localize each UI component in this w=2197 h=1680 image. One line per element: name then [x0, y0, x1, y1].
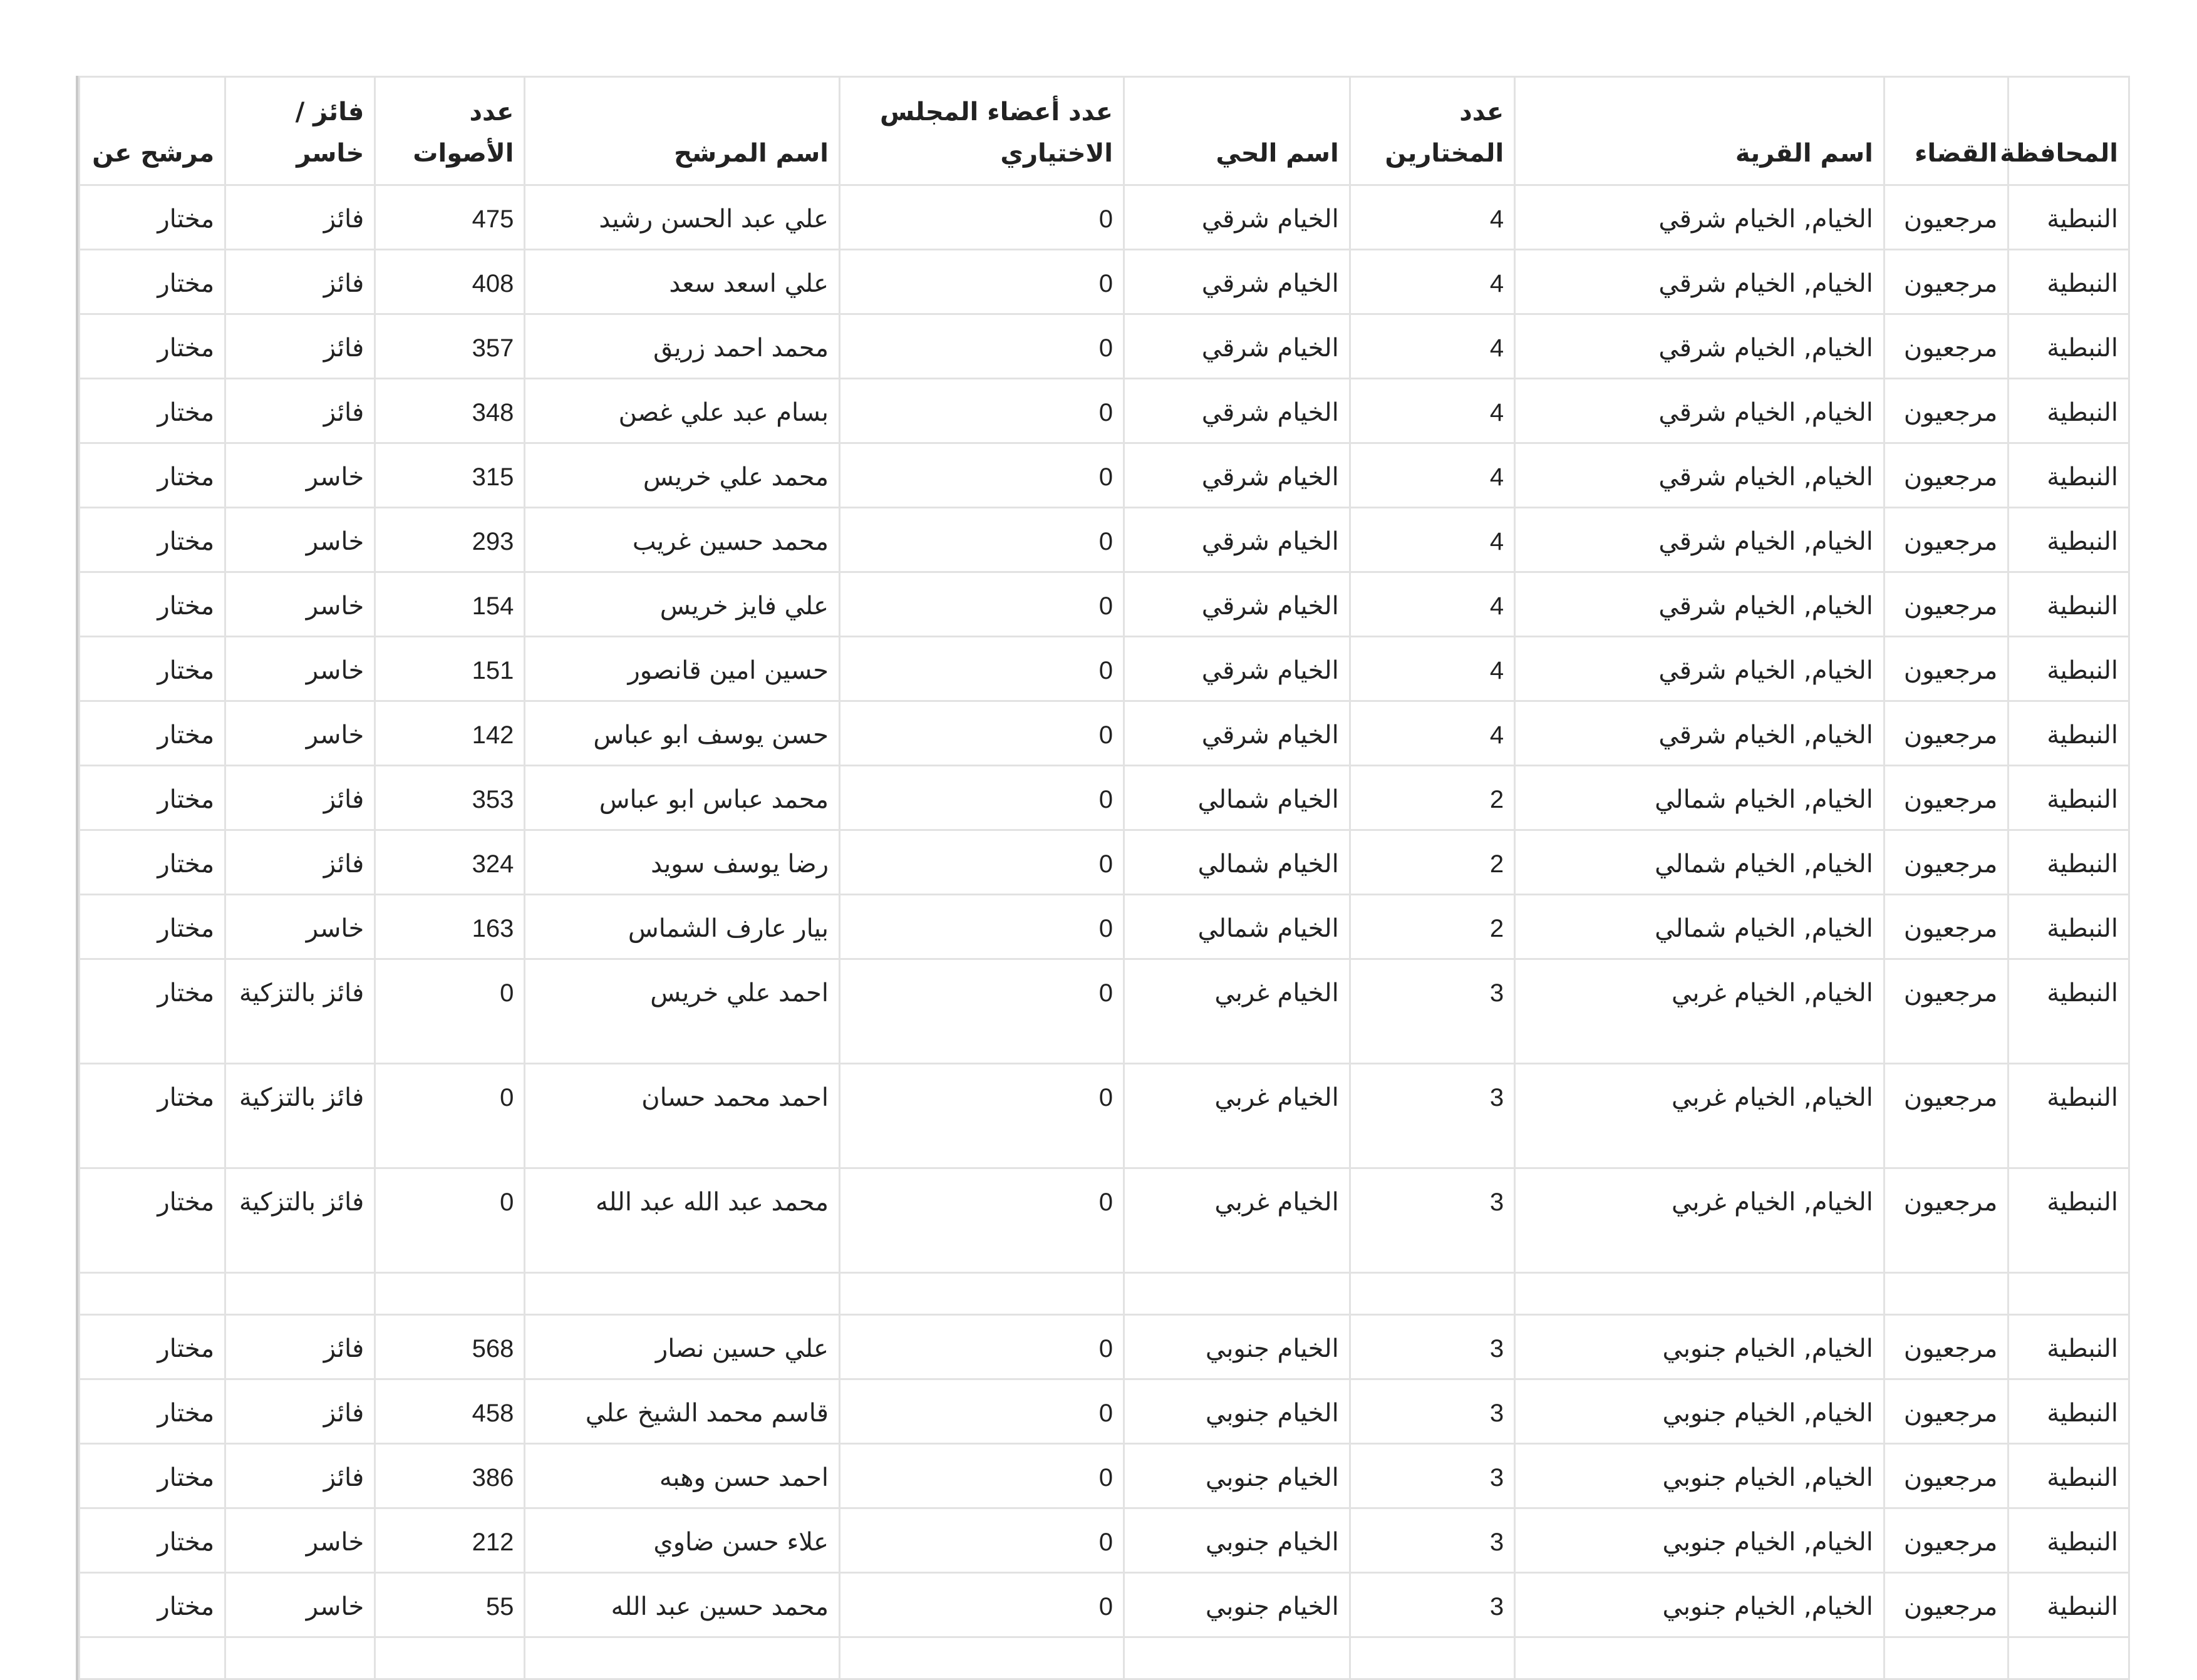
cell-candidate-for: مختار: [80, 1168, 225, 1273]
cell-result: فائز: [225, 379, 375, 443]
cell-candidate-name: احمد علي خريس: [525, 959, 840, 1064]
cell-votes: 348: [375, 379, 525, 443]
cell-result: خاسر: [225, 701, 375, 766]
cell-neighborhood: الخيام شمالي: [1124, 766, 1350, 830]
cell-result: فائز: [225, 1315, 375, 1379]
cell-district: مرجعيون: [1884, 1064, 2008, 1168]
cell-result: خاسر: [225, 443, 375, 508]
cell-neighborhood: الخيام شرقي: [1124, 508, 1350, 572]
cell-mukhtars-count: 3: [1350, 1379, 1514, 1444]
spacer-cell: [225, 1273, 375, 1315]
cell-village: الخيام, الخيام غربي: [1515, 1168, 1884, 1273]
header-candidate-for: مرشح عن: [80, 77, 225, 185]
cell-result: خاسر: [225, 1573, 375, 1637]
cell-village: الخيام, الخيام شمالي: [1515, 895, 1884, 959]
cell-council-members: 0: [840, 701, 1124, 766]
cell-council-members: 0: [840, 637, 1124, 701]
cell-mukhtars-count: 4: [1350, 185, 1514, 250]
header-mukhtars-count: عدد المختارين: [1350, 77, 1514, 185]
cell-mukhtars-count: 3: [1350, 1064, 1514, 1168]
spacer-cell: [1124, 1273, 1350, 1315]
table-row: [80, 959, 2129, 1064]
cell-votes: 151: [375, 637, 525, 701]
table-header-row: [80, 77, 2129, 185]
table-row: [80, 508, 2129, 572]
cell-village: الخيام, الخيام جنوبي: [1515, 1315, 1884, 1379]
cell-council-members: 0: [840, 443, 1124, 508]
table-row: [80, 314, 2129, 379]
header-district: القضاء: [1884, 77, 2008, 185]
cell-neighborhood: الخيام جنوبي: [1124, 1444, 1350, 1508]
cell-neighborhood: الخيام جنوبي: [1124, 1508, 1350, 1573]
cell-governorate: النبطية: [2008, 959, 2129, 1064]
cell-candidate-name: حسن يوسف ابو عباس: [525, 701, 840, 766]
spacer-cell: [840, 1273, 1124, 1315]
tail-cell: [80, 1637, 225, 1679]
cell-votes: 154: [375, 572, 525, 637]
cell-neighborhood: الخيام شرقي: [1124, 250, 1350, 314]
cell-candidate-name: قاسم محمد الشيخ علي: [525, 1379, 840, 1444]
cell-votes: 0: [375, 959, 525, 1064]
cell-council-members: 0: [840, 1168, 1124, 1273]
cell-votes: 55: [375, 1573, 525, 1637]
cell-district: مرجعيون: [1884, 443, 2008, 508]
cell-village: الخيام, الخيام غربي: [1515, 959, 1884, 1064]
cell-candidate-for: مختار: [80, 250, 225, 314]
cell-candidate-name: احمد حسن وهبه: [525, 1444, 840, 1508]
cell-candidate-for: مختار: [80, 830, 225, 895]
cell-neighborhood: الخيام شرقي: [1124, 572, 1350, 637]
cell-council-members: 0: [840, 572, 1124, 637]
cell-district: مرجعيون: [1884, 701, 2008, 766]
cell-mukhtars-count: 3: [1350, 1573, 1514, 1637]
cell-candidate-name: علي حسين نصار: [525, 1315, 840, 1379]
cell-candidate-name: محمد علي خريس: [525, 443, 840, 508]
cell-candidate-for: مختار: [80, 1379, 225, 1444]
cell-village: الخيام, الخيام شرقي: [1515, 443, 1884, 508]
cell-neighborhood: الخيام شرقي: [1124, 379, 1350, 443]
cell-governorate: النبطية: [2008, 1444, 2129, 1508]
cell-candidate-name: بسام عبد علي غصن: [525, 379, 840, 443]
table-row: [80, 895, 2129, 959]
cell-village: الخيام, الخيام جنوبي: [1515, 1508, 1884, 1573]
cell-candidate-for: مختار: [80, 959, 225, 1064]
cell-candidate-name: علي فايز خريس: [525, 572, 840, 637]
cell-result: فائز: [225, 830, 375, 895]
cell-council-members: 0: [840, 830, 1124, 895]
cell-council-members: 0: [840, 1064, 1124, 1168]
cell-candidate-for: مختار: [80, 1444, 225, 1508]
table-body: [80, 185, 2129, 1679]
cell-votes: 386: [375, 1444, 525, 1508]
cell-candidate-name: حسين امين قانصور: [525, 637, 840, 701]
spacer-cell: [375, 1273, 525, 1315]
cell-governorate: النبطية: [2008, 443, 2129, 508]
table-row: [80, 1379, 2129, 1444]
cell-governorate: النبطية: [2008, 1168, 2129, 1273]
cell-neighborhood: الخيام شرقي: [1124, 701, 1350, 766]
table-row: [80, 1444, 2129, 1508]
spacer-cell: [1350, 1273, 1514, 1315]
cell-mukhtars-count: 4: [1350, 572, 1514, 637]
cell-candidate-for: مختار: [80, 1573, 225, 1637]
table-row: [80, 830, 2129, 895]
header-neighborhood: اسم الحي: [1124, 77, 1350, 185]
cell-mukhtars-count: 4: [1350, 637, 1514, 701]
cell-village: الخيام, الخيام غربي: [1515, 1064, 1884, 1168]
tail-cell: [525, 1637, 840, 1679]
cell-council-members: 0: [840, 1573, 1124, 1637]
cell-mukhtars-count: 4: [1350, 379, 1514, 443]
table-row: [80, 1064, 2129, 1168]
cell-council-members: 0: [840, 766, 1124, 830]
cell-votes: 458: [375, 1379, 525, 1444]
cell-votes: 568: [375, 1315, 525, 1379]
cell-council-members: 0: [840, 895, 1124, 959]
cell-district: مرجعيون: [1884, 314, 2008, 379]
cell-governorate: النبطية: [2008, 701, 2129, 766]
cell-neighborhood: الخيام غربي: [1124, 959, 1350, 1064]
cell-council-members: 0: [840, 959, 1124, 1064]
cell-mukhtars-count: 4: [1350, 508, 1514, 572]
cell-candidate-for: مختار: [80, 766, 225, 830]
cell-votes: 142: [375, 701, 525, 766]
cell-candidate-name: علاء حسن ضاوي: [525, 1508, 840, 1573]
cell-district: مرجعيون: [1884, 1508, 2008, 1573]
cell-governorate: النبطية: [2008, 766, 2129, 830]
cell-candidate-for: مختار: [80, 1508, 225, 1573]
cell-village: الخيام, الخيام شرقي: [1515, 379, 1884, 443]
cell-council-members: 0: [840, 314, 1124, 379]
cell-council-members: 0: [840, 185, 1124, 250]
table-row: [80, 1508, 2129, 1573]
cell-governorate: النبطية: [2008, 1064, 2129, 1168]
header-council-members: عدد أعضاء المجلس الاختياري: [840, 77, 1124, 185]
cell-result: خاسر: [225, 895, 375, 959]
table-row: [80, 637, 2129, 701]
cell-votes: 212: [375, 1508, 525, 1573]
cell-council-members: 0: [840, 379, 1124, 443]
cell-result: خاسر: [225, 1508, 375, 1573]
cell-candidate-name: محمد حسين غريب: [525, 508, 840, 572]
tail-cell: [2008, 1637, 2129, 1679]
cell-mukhtars-count: 2: [1350, 895, 1514, 959]
cell-mukhtars-count: 4: [1350, 250, 1514, 314]
cell-governorate: النبطية: [2008, 1315, 2129, 1379]
cell-district: مرجعيون: [1884, 1444, 2008, 1508]
cell-candidate-name: رضا يوسف سويد: [525, 830, 840, 895]
cell-result: فائز: [225, 1444, 375, 1508]
table-row: [80, 701, 2129, 766]
cell-neighborhood: الخيام جنوبي: [1124, 1315, 1350, 1379]
cell-district: مرجعيون: [1884, 1168, 2008, 1273]
cell-village: الخيام, الخيام جنوبي: [1515, 1573, 1884, 1637]
header-governorate: المحافظة: [2008, 77, 2129, 185]
cell-votes: 408: [375, 250, 525, 314]
table-row: [80, 1315, 2129, 1379]
cell-result: فائز: [225, 1379, 375, 1444]
cell-neighborhood: الخيام شمالي: [1124, 895, 1350, 959]
cell-district: مرجعيون: [1884, 379, 2008, 443]
cell-neighborhood: الخيام شرقي: [1124, 185, 1350, 250]
table-row: [80, 1168, 2129, 1273]
spacer-cell: [2008, 1273, 2129, 1315]
cell-village: الخيام, الخيام شرقي: [1515, 185, 1884, 250]
cell-mukhtars-count: 4: [1350, 701, 1514, 766]
cell-mukhtars-count: 3: [1350, 1444, 1514, 1508]
cell-council-members: 0: [840, 1379, 1124, 1444]
cell-district: مرجعيون: [1884, 895, 2008, 959]
cell-governorate: النبطية: [2008, 572, 2129, 637]
cell-votes: 315: [375, 443, 525, 508]
cell-governorate: النبطية: [2008, 1573, 2129, 1637]
cell-candidate-for: مختار: [80, 895, 225, 959]
tail-cell: [375, 1637, 525, 1679]
cell-result: خاسر: [225, 508, 375, 572]
cell-council-members: 0: [840, 1315, 1124, 1379]
cell-village: الخيام, الخيام شرقي: [1515, 250, 1884, 314]
cell-candidate-for: مختار: [80, 572, 225, 637]
table-tail-row: [80, 1637, 2129, 1679]
cell-council-members: 0: [840, 1444, 1124, 1508]
spacer-cell: [525, 1273, 840, 1315]
cell-candidate-name: علي عبد الحسن رشيد: [525, 185, 840, 250]
cell-mukhtars-count: 3: [1350, 1168, 1514, 1273]
cell-council-members: 0: [840, 250, 1124, 314]
cell-neighborhood: الخيام غربي: [1124, 1168, 1350, 1273]
cell-council-members: 0: [840, 508, 1124, 572]
cell-candidate-name: محمد عباس ابو عباس: [525, 766, 840, 830]
cell-votes: 357: [375, 314, 525, 379]
cell-mukhtars-count: 3: [1350, 959, 1514, 1064]
cell-neighborhood: الخيام غربي: [1124, 1064, 1350, 1168]
cell-governorate: النبطية: [2008, 637, 2129, 701]
cell-mukhtars-count: 2: [1350, 766, 1514, 830]
cell-candidate-for: مختار: [80, 701, 225, 766]
cell-district: مرجعيون: [1884, 185, 2008, 250]
table-row: [80, 572, 2129, 637]
cell-neighborhood: الخيام شرقي: [1124, 314, 1350, 379]
cell-candidate-for: مختار: [80, 185, 225, 250]
cell-candidate-for: مختار: [80, 379, 225, 443]
cell-votes: 475: [375, 185, 525, 250]
cell-governorate: النبطية: [2008, 314, 2129, 379]
cell-candidate-name: احمد محمد حسان: [525, 1064, 840, 1168]
cell-governorate: النبطية: [2008, 1508, 2129, 1573]
cell-village: الخيام, الخيام شرقي: [1515, 637, 1884, 701]
cell-result: فائز بالتزكية: [225, 1064, 375, 1168]
cell-result: خاسر: [225, 637, 375, 701]
cell-governorate: النبطية: [2008, 508, 2129, 572]
results-table-container: [76, 76, 2132, 1680]
cell-neighborhood: الخيام جنوبي: [1124, 1379, 1350, 1444]
cell-village: الخيام, الخيام شرقي: [1515, 701, 1884, 766]
spacer-cell: [1884, 1273, 2008, 1315]
cell-candidate-for: مختار: [80, 1064, 225, 1168]
cell-district: مرجعيون: [1884, 572, 2008, 637]
cell-district: مرجعيون: [1884, 637, 2008, 701]
tail-cell: [1350, 1637, 1514, 1679]
cell-mukhtars-count: 3: [1350, 1508, 1514, 1573]
header-result: فائز / خاسر: [225, 77, 375, 185]
cell-governorate: النبطية: [2008, 379, 2129, 443]
table-row: [80, 185, 2129, 250]
tail-cell: [225, 1637, 375, 1679]
cell-candidate-name: علي اسعد سعد: [525, 250, 840, 314]
cell-result: فائز: [225, 766, 375, 830]
cell-district: مرجعيون: [1884, 830, 2008, 895]
cell-district: مرجعيون: [1884, 1315, 2008, 1379]
cell-district: مرجعيون: [1884, 508, 2008, 572]
election-results-table: [78, 76, 2130, 1680]
cell-votes: 0: [375, 1064, 525, 1168]
cell-result: فائز: [225, 185, 375, 250]
table-row: [80, 250, 2129, 314]
cell-district: مرجعيون: [1884, 250, 2008, 314]
cell-votes: 163: [375, 895, 525, 959]
cell-candidate-for: مختار: [80, 637, 225, 701]
cell-governorate: النبطية: [2008, 895, 2129, 959]
cell-district: مرجعيون: [1884, 1573, 2008, 1637]
cell-village: الخيام, الخيام شرقي: [1515, 572, 1884, 637]
cell-result: فائز: [225, 250, 375, 314]
cell-neighborhood: الخيام شرقي: [1124, 443, 1350, 508]
tail-cell: [1884, 1637, 2008, 1679]
tail-cell: [1124, 1637, 1350, 1679]
cell-village: الخيام, الخيام جنوبي: [1515, 1379, 1884, 1444]
cell-result: فائز بالتزكية: [225, 959, 375, 1064]
table-row: [80, 379, 2129, 443]
cell-governorate: النبطية: [2008, 250, 2129, 314]
spacer-cell: [1515, 1273, 1884, 1315]
cell-mukhtars-count: 4: [1350, 443, 1514, 508]
header-village: اسم القرية: [1515, 77, 1884, 185]
header-candidate-name: اسم المرشح: [525, 77, 840, 185]
cell-candidate-for: مختار: [80, 1315, 225, 1379]
cell-candidate-for: مختار: [80, 508, 225, 572]
cell-village: الخيام, الخيام شمالي: [1515, 830, 1884, 895]
cell-votes: 353: [375, 766, 525, 830]
tail-cell: [840, 1637, 1124, 1679]
cell-candidate-name: محمد احمد زريق: [525, 314, 840, 379]
cell-result: فائز بالتزكية: [225, 1168, 375, 1273]
cell-neighborhood: الخيام شرقي: [1124, 637, 1350, 701]
cell-result: خاسر: [225, 572, 375, 637]
cell-village: الخيام, الخيام شرقي: [1515, 314, 1884, 379]
cell-governorate: النبطية: [2008, 185, 2129, 250]
cell-village: الخيام, الخيام جنوبي: [1515, 1444, 1884, 1508]
cell-district: مرجعيون: [1884, 959, 2008, 1064]
table-row: [80, 766, 2129, 830]
cell-neighborhood: الخيام جنوبي: [1124, 1573, 1350, 1637]
cell-candidate-for: مختار: [80, 314, 225, 379]
cell-result: فائز: [225, 314, 375, 379]
cell-neighborhood: الخيام شمالي: [1124, 830, 1350, 895]
cell-candidate-name: محمد حسين عبد الله: [525, 1573, 840, 1637]
cell-votes: 324: [375, 830, 525, 895]
cell-candidate-name: بيار عارف الشماس: [525, 895, 840, 959]
spacer-cell: [80, 1273, 225, 1315]
tail-cell: [1515, 1637, 1884, 1679]
cell-governorate: النبطية: [2008, 830, 2129, 895]
cell-governorate: النبطية: [2008, 1379, 2129, 1444]
table-row: [80, 443, 2129, 508]
cell-votes: 0: [375, 1168, 525, 1273]
header-votes: عدد الأصوات: [375, 77, 525, 185]
cell-mukhtars-count: 3: [1350, 1315, 1514, 1379]
cell-council-members: 0: [840, 1508, 1124, 1573]
cell-votes: 293: [375, 508, 525, 572]
cell-mukhtars-count: 2: [1350, 830, 1514, 895]
cell-district: مرجعيون: [1884, 766, 2008, 830]
cell-village: الخيام, الخيام شرقي: [1515, 508, 1884, 572]
cell-village: الخيام, الخيام شمالي: [1515, 766, 1884, 830]
cell-candidate-name: محمد عبد الله عبد الله: [525, 1168, 840, 1273]
table-row: [80, 1573, 2129, 1637]
cell-mukhtars-count: 4: [1350, 314, 1514, 379]
table-spacer-row: [80, 1273, 2129, 1315]
cell-candidate-for: مختار: [80, 443, 225, 508]
cell-district: مرجعيون: [1884, 1379, 2008, 1444]
